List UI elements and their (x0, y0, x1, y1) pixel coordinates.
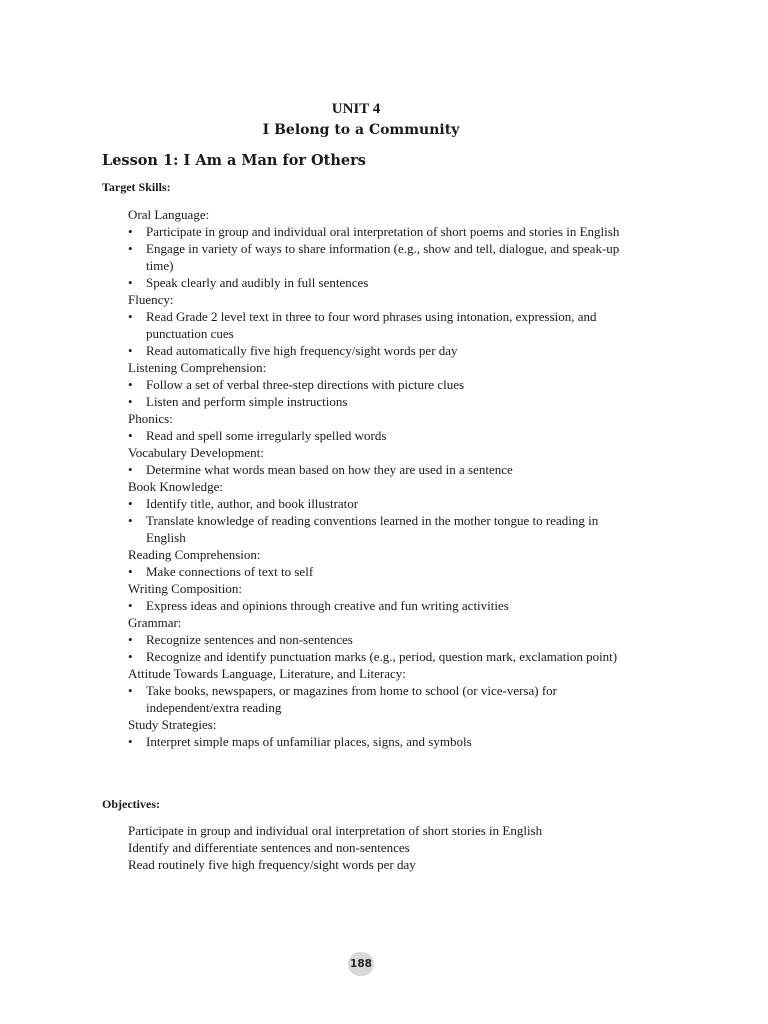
unit-title: UNIT 4 (331, 101, 381, 117)
skill-category-label: Reading Comprehension: (128, 547, 261, 562)
skill-category-label: Writing Composition: (128, 581, 242, 596)
page-number-badge: 188 (348, 952, 374, 976)
skill-category-label: Study Strategies: (128, 717, 217, 732)
skill-category-label: Oral Language: (128, 207, 210, 222)
skill-bullet-item: • Interpret simple maps of unfamiliar places, signs, and symbols (128, 733, 628, 750)
skill-bullet-item: • Recognize sentences and non-sentences (128, 631, 628, 648)
skill-bullet-item: • Make connections of text to self (128, 563, 628, 580)
skill-category-label: Book Knowledge: (128, 479, 223, 494)
skill-bullet-item: • Engage in variety of ways to share information (e.g., show and tell, dialogue, and speak-up time) (128, 240, 628, 274)
skill-bullet-item: • Determine what words mean based on how they are used in a sentence (128, 461, 628, 478)
skill-bullet-item: • Follow a set of verbal three-step directions with picture clues (128, 376, 628, 393)
skill-bullet-item: • Recognize and identify punctuation marks (e.g., period, question mark, exclamation point) (128, 648, 628, 665)
objective-item: Participate in group and individual oral interpretation of short stories in English (128, 823, 543, 838)
objective-item: Identify and differentiate sentences and non-sentences (128, 840, 410, 855)
skill-bullet-item: • Take books, newspapers, or magazines from home to school (or vice-versa) for independent/extra reading (128, 682, 628, 716)
lesson-title: Lesson 1: I Am a Man for Others (102, 152, 366, 169)
skill-category-label: Phonics: (128, 411, 173, 426)
skill-category-label: Attitude Towards Language, Literature, and Literacy: (128, 666, 406, 681)
skill-bullet-item: • Translate knowledge of reading conventions learned in the mother tongue to reading in English (128, 512, 628, 546)
objective-item: Read routinely five high frequency/sight words per day (128, 857, 416, 872)
target-skills-list (128, 206, 628, 750)
skill-bullet-item: • Listen and perform simple instructions (128, 393, 628, 410)
objectives-list (128, 822, 628, 873)
skill-category-label: Grammar: (128, 615, 182, 630)
skill-bullet-item: • Speak clearly and audibly in full sentences (128, 274, 628, 291)
objectives-heading: Objectives: (102, 797, 160, 811)
skill-bullet-item: • Express ideas and opinions through creative and fun writing activities (128, 597, 628, 614)
skill-bullet-item: • Identify title, author, and book illustrator (128, 495, 628, 512)
skill-bullet-item: • Read and spell some irregularly spelled words (128, 427, 628, 444)
skill-category-label: Listening Comprehension: (128, 360, 267, 375)
skill-bullet-item: • Participate in group and individual oral interpretation of short poems and stories in English (128, 223, 628, 240)
unit-subtitle: I Belong to a Community (262, 122, 460, 138)
skill-bullet-item: • Read automatically five high frequency/sight words per day (128, 342, 628, 359)
skill-bullet-item: • Read Grade 2 level text in three to four word phrases using intonation, expression, and punctuation cues (128, 308, 628, 342)
skill-category-label: Fluency: (128, 292, 174, 307)
target-skills-heading: Target Skills: (102, 180, 171, 194)
skill-category-label: Vocabulary Development: (128, 445, 264, 460)
